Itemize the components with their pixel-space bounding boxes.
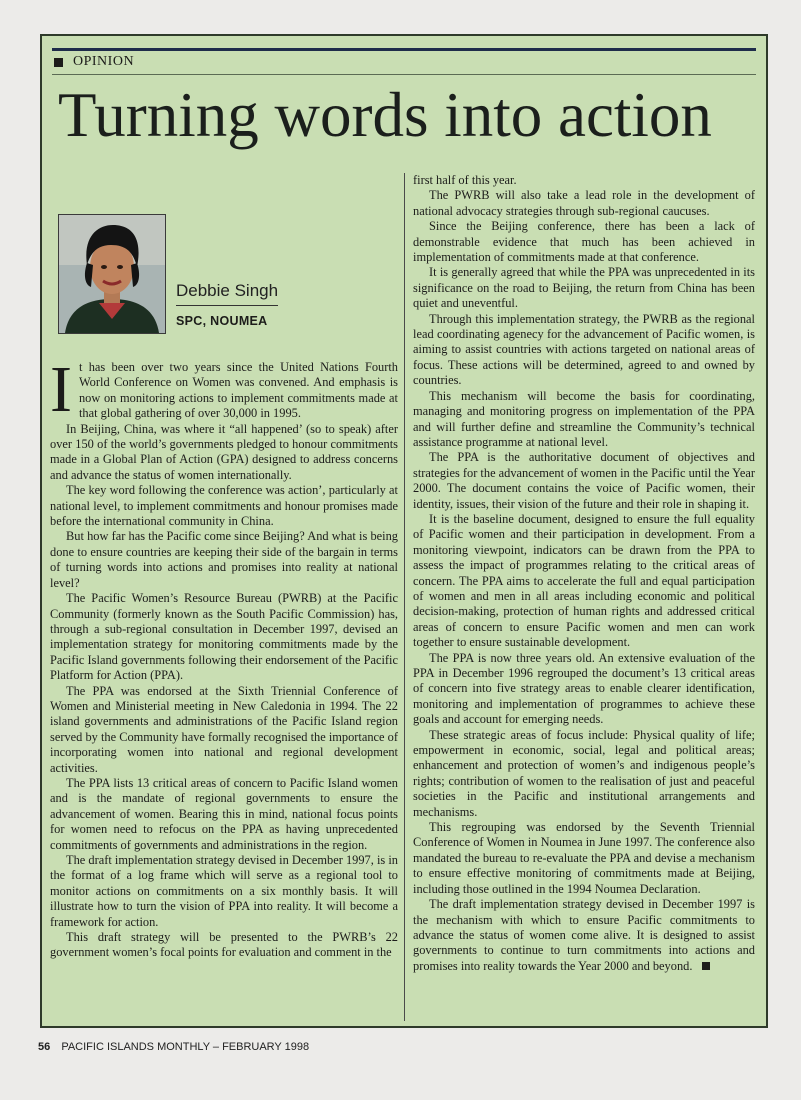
paragraph: In Beijing, China, was where it “all happened’ (so to speak) after over 150 of the world’s governments pledged to honour commitments made in a Global Plan of Action (GPA) designed to address concerns and advance the status of women internationally. [50, 421, 398, 482]
author-name: Debbie Singh [176, 281, 279, 300]
page-number: 56 [38, 1041, 51, 1053]
paragraph: The PPA lists 13 critical areas of concern to Pacific Island women and is the mandate of regional governments to ensure the advancement of women. Bearing this in mind, national focus points for women need to refocus on the PPA as having unprecedented commitments of governments and administrations in the region. [50, 775, 398, 852]
paragraph: But how far has the Pacific come since Beijing? And what is being done to ensure countries are keeping their side of the bargain in terms of turning words into actions and promises into reality at national level? [50, 529, 398, 590]
page-footer [38, 1041, 309, 1053]
publication-line: PACIFIC ISLANDS MONTHLY – FEBRUARY 1998 [61, 1041, 310, 1053]
byline-rule [176, 305, 278, 306]
column-divider [404, 173, 405, 1021]
paragraph: This mechanism will become the basis for coordinating, managing and monitoring progress on implementation of the PPA and will further define and streamline the Community’s technical assistance programme at national level. [413, 388, 755, 449]
author-portrait-icon [59, 215, 165, 333]
top-rule [52, 48, 756, 51]
paragraph: The PPA was endorsed at the Sixth Triennial Conference of Women and Ministerial meeting in New Caledonia in 1994. The 22 island governments and administrations of the Pacific Island region served by the Community have formally recognised the importance of incorporating women into national and regional development activities. [50, 683, 398, 775]
paragraph [50, 353, 398, 426]
paragraph-text: t has been over two years since the United Nations Fourth World Conference on Women was convened. And emphasis is now on monitoring actions to implement commitments made at that global gathering of over 30,000 in 1995. [78, 360, 398, 421]
paragraph: The PPA is the authoritative document of objectives and strategies for the advancement of women in the Pacific until the Year 2000. The document contains the voice of Pacific women, their identity, issues, their vision of the future and their role in shaping it. [413, 450, 756, 511]
section-rule [52, 74, 756, 75]
paragraph: The PPA is now three years old. An extensive evaluation of the PPA in December 1996 regrouped the document’s 13 critical areas of concern into five strategy areas to enable clearer identification, monitoring and implementation of programmes to achieve these goals and account for emerging needs. [413, 650, 755, 727]
section-header [54, 54, 134, 70]
section-square-icon [54, 58, 63, 67]
paragraph: These strategic areas of focus include: Physical quality of life; empowerment in economic, social, legal and political areas; enhancement and protection of women’s and indigenous people’s rights; contribution of women to the realisation of just and peaceful societies in the Pacific and institutional arrangements and mechanisms. [413, 727, 755, 819]
paragraph-text: The draft implementation strategy devised in December 1997 is the mechanism with which to ensure Pacific commitments to advance the status of women come alive. It is designed to assist governments to continue to turn commitments into actions and promises into reality towards the Year 2000 and beyond. [413, 897, 755, 973]
article-panel [40, 34, 768, 1028]
paragraph: Since the Beijing conference, there has been a lack of demonstrable evidence that much has been achieved in implementation of commitments made at that conference. [413, 219, 755, 265]
end-mark-icon [702, 962, 710, 970]
author-location: SPC, NOUMEA [176, 314, 268, 328]
paragraph: It is the baseline document, designed to ensure the full equality of Pacific women and their participation in development. From a monitoring viewpoint, indicators can be drawn from the PPA to assess the impact of programmes relating to the critical areas of concern. The PPA aims to accelerate the full and equal participation of women and men in all areas including economic and political decision-making, protection of human rights and addressed critical areas of concern to ensure Pacific women and men can work together to ensure sustainable development. [413, 511, 755, 650]
paragraph: first half of this year. [413, 173, 517, 187]
author-photo [58, 214, 166, 334]
article-column-1 [50, 353, 398, 961]
headline: Turning words into action [58, 80, 712, 150]
paragraph: This draft strategy will be presented to the PWRB’s 22 government women’s focal points for evaluation and comment in the [50, 930, 398, 960]
paragraph: The PWRB will also take a lead role in the development of national advocacy strategies through sub-regional caucuses. [413, 188, 755, 218]
drop-cap: I [50, 353, 72, 426]
article-column-2 [413, 173, 755, 974]
paragraph: The draft implementation strategy devised in December 1997, is in the format of a log frame which will serve as a regional tool to monitor actions on commitments on a six monthly basis. It will illustrate how to turn the vision of PPA into reality. It will become a framework for action. [50, 853, 398, 929]
paragraph: Through this implementation strategy, the PWRB as the regional lead coordinating agenecy for the advancement of Pacific women, is aiming to assist countries with actions targeted on national areas of focus. These actions will be determined, agreed to and owned by countries. [413, 311, 755, 388]
paragraph: The Pacific Women’s Resource Bureau (PWRB) at the Pacific Community (formerly known as the South Pacific Commission) has, through a sub-regional consultation in December 1997, devised an implementation strategy for monitoring commitments made by the Pacific Island governments following their endorsement of the Pacific Platform for Action (PPA). [50, 591, 398, 683]
section-label: OPINION [73, 54, 135, 69]
paragraph [413, 897, 755, 974]
paragraph: The key word following the conference was action’, particularly at national level, to implement commitments and honour promises made before the international community in China. [50, 483, 398, 529]
paragraph: It is generally agreed that while the PPA was unprecedented in its significance on the road to Beijing, the return from China has been quiet and uneventful. [413, 265, 755, 311]
paragraph: This regrouping was endorsed by the Seventh Triennial Conference of Women in Noumea in June 1997. The conference also mandated the bureau to re-evaluate the PPA and devise a mechanism to ensure effective monitoring of commitments made at Beijing, including those outlined in the 1994 Noumea Declaration. [413, 820, 755, 896]
